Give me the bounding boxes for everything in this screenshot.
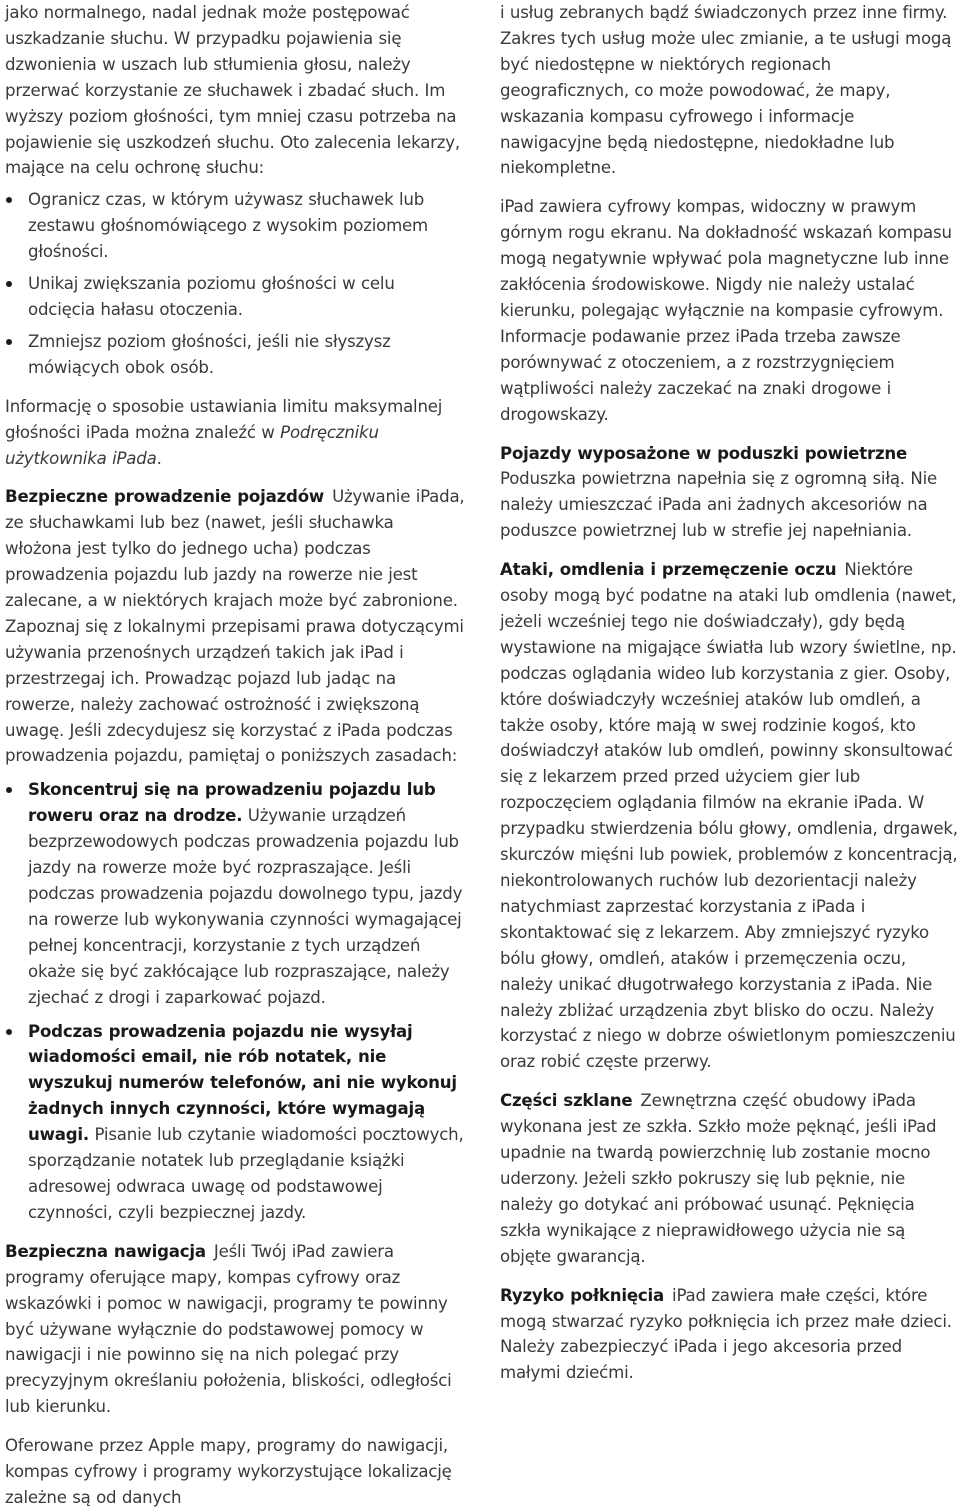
list-item: Zmniejsz poziom głośności, jeśli nie słyszysz mówiących obok osób. — [5, 329, 465, 381]
safe-driving-heading: Bezpieczne prowadzenie pojazdów — [5, 487, 325, 507]
glass-parts-text: Zewnętrzna część obudowy iPada wykonana jest ze szkła. Szkło może pęknąć, jeśli iPad upadnie na twardą powierzchnię lub zostanie mocno uderzony. Jeżeli szkło pokruszy się lub pęknie, nie należy go dotykać ani próbować usunąć. Pęknięcia szkła wynikające z nieprawidłowego użycia nie są objęte gwarancją. — [500, 1091, 937, 1266]
airbag-heading: Pojazdy wyposażone w poduszki powietrzne — [500, 443, 908, 463]
left-column — [5, 0, 465, 1511]
airbag-section — [500, 441, 960, 545]
choking-hazard-text: iPad zawiera małe części, które mogą stwarzać ryzyko połknięcia ich przez małe dzieci. Należy zabezpieczyć iPada i jego akcesoria przed małymi dziećmi. — [500, 1285, 952, 1383]
driving-rule-text: Używanie urządzeń bezprzewodowych podczas prowadzenia pojazdu lub jazdy na rowerze może być rozpraszające. Jeśli podczas prowadzenia pojazdu dowolnego typu, jazdy na rowerze lub wykonywania czynności wymagającej pełnej koncentracji, korzystanie z tych urządzeń okaże się być zakłócające lub rozpraszające, należy zjechać z drogi i zaparkować pojazd. — [28, 806, 463, 1007]
volume-limit-text: Informację o sposobie ustawiania limitu maksymalnej głośności iPada można znaleźć w — [5, 396, 443, 442]
seizures-heading: Ataki, omdlenia i przemęczenie oczu — [500, 560, 837, 580]
choking-hazard-section — [500, 1283, 960, 1387]
volume-limit-end: . — [156, 448, 162, 468]
glass-parts-section — [500, 1088, 960, 1269]
user-guide-reference: Podręczniku użytkownika iPada — [5, 422, 379, 468]
seizures-section — [500, 557, 960, 1075]
driving-rule-bold: Skoncentruj się na prowadzeniu pojazdu lub roweru oraz na drodze. — [28, 780, 436, 826]
driving-rule-bold: Podczas prowadzenia pojazdu nie wysyłaj wiadomości email, nie rób notatek, nie wyszukuj numerów telefonów, ani nie wykonuj żadnych innych czynności, które wymagają uwagi. — [28, 1021, 457, 1145]
safe-navigation-heading: Bezpieczna nawigacja — [5, 1241, 206, 1261]
airbag-text: Poduszka powietrzna napełnia się z ogromną siłą. Nie należy umieszczać iPada ani żadnych akcesoriów na poduszce powietrznej lub w strefie jej napełniania. — [500, 469, 937, 541]
maps-data-continued-paragraph: i usług zebranych bądź świadczonych przez inne firmy. Zakres tych usług może ulec zmianie, a te usługi mogą być niedostępne w niektórych regionach geograficznych, co może powodować, że mapy, wskazania kompasu cyfrowego i informacje nawigacyjne będą niedostępne, niedokładne lub niekompletne. — [500, 3, 952, 178]
glass-parts-heading: Części szklane — [500, 1091, 633, 1111]
hearing-intro-paragraph: jako normalnego, nadal jednak może postępować uszkadzanie słuchu. W przypadku pojawienia się dzwonienia w uszach lub stłumienia głosu, należy przerwać korzystanie ze słuchawek i zbadać słuch. Im wyższy poziom głośności, tym mniej czasu potrzeba na pojawienie się uszkodzeń słuchu. Oto zalecenia lekarzy, mające na celu ochronę słuchu: — [5, 3, 461, 178]
seizures-text: Niektóre osoby mogą być podatne na ataki lub omdlenia (nawet, jeżeli wcześniej tego nie doświadczały), gdy będą wystawione na migające światła lub wzory świetlne, np. podczas oglądania wideo lub korzystania z gier. Osoby, które doświadczyły wcześniej ataków lub omdleń, a także osoby, które mają w swej rodzinie kogoś, kto doświadczył ataków lub omdleń, powinny skonsultować się z lekarzem przed przed użyciem gier lub rozpoczęciem oglądania filmów na ekranie iPada. W przypadku stwierdzenia bólu głowy, omdlenia, drgawek, skurczów mięśni lub powiek, problemów z koncentracją, niekontrolowanych ruchów lub dezorientacji należy natychmiast zaprzestać korzystania z iPada i skontaktować się z lekarzem. Aby zmniejszyć ryzyko bólu głowy, omdleń, ataków i przemęczenia oczu, należy unikać długotrwałego korzystania z iPada. Nie należy zbliżać urządzenia zbyt blisko do oczu. Należy korzystać z niego w dobrze oświetlonym pomieszczeniu oraz robić częste przerwy. — [500, 560, 958, 1072]
choking-hazard-heading: Ryzyko połknięcia — [500, 1285, 665, 1305]
safe-driving-section — [5, 484, 465, 769]
list-item — [5, 1019, 465, 1226]
compass-paragraph: iPad zawiera cyfrowy kompas, widoczny w prawym górnym rogu ekranu. Na dokładność wskazań kompasu mogą negatywnie wpływać pola magnetyczne lub inne zakłócenia środowiskowe. Nigdy nie należy ustalać kierunku, polegając wyłącznie na kompasie cyfrowym. Informacje podawanie przez iPada trzeba zawsze porównywać z otoczeniem, a z rozstrzygnięciem wątpliwości należy zaczekać na znaki drogowe i drogowskazy. — [500, 197, 952, 424]
right-column — [500, 0, 960, 1386]
list-item: Unikaj zwiększania poziomu głośności w celu odcięcia hałasu otoczenia. — [5, 271, 465, 323]
safe-navigation-section — [5, 1239, 465, 1420]
hearing-tips-list — [5, 187, 465, 380]
list-item — [5, 777, 465, 1010]
driving-rules-list — [5, 777, 465, 1225]
driving-rule-text: Pisanie lub czytanie wiadomości pocztowych, sporządzanie notatek lub przeglądanie książki adresowej odwraca uwagę od podstawowej czynności, czyli bezpiecznej jazdy. — [28, 1125, 464, 1222]
maps-data-paragraph: Oferowane przez Apple mapy, programy do nawigacji, kompas cyfrowy i programy wykorzystujące lokalizację zależne są od danych — [5, 1436, 452, 1507]
volume-limit-paragraph — [5, 394, 465, 472]
safe-driving-text: Używanie iPada, ze słuchawkami lub bez (nawet, jeśli słuchawka włożona jest tylko do jednego ucha) podczas prowadzenia pojazdu lub jazdy na rowerze nie jest zalecane, a w niektórych krajach może być zabronione. Zapoznaj się z lokalnymi przepisami prawa dotyczącymi używania przenośnych urządzeń takich jak iPad i przestrzegaj ich. Prowadząc pojazd lub jadąc na rowerze, należy zachować ostrożność i zwiększoną uwagę. Jeśli zdecydujesz się korzystać z iPada podczas prowadzenia pojazdu, pamiętaj o poniższych zasadach: — [5, 487, 465, 766]
safe-navigation-text: Jeśli Twój iPad zawiera programy oferujące mapy, kompas cyfrowy oraz wskazówki i pomoc w nawigacji, programy te powinny być używane wyłącznie do podstawowej pomocy w nawigacji i nie powinno się na nich polegać przy precyzyjnym określaniu położenia, bliskości, odległości lub kierunku. — [5, 1241, 452, 1417]
list-item: Ogranicz czas, w którym używasz słuchawek lub zestawu głośnomówiącego z wysokim poziomem głośności. — [5, 187, 465, 265]
